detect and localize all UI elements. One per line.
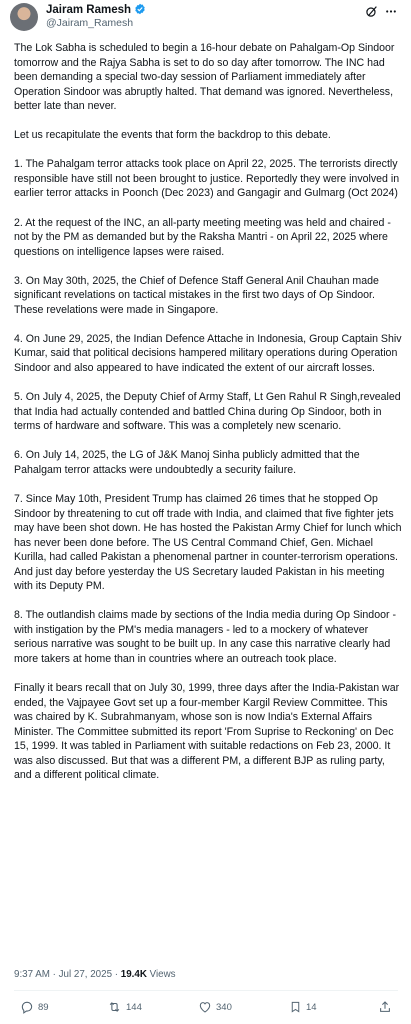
grok-icon[interactable] bbox=[365, 5, 378, 18]
reply-button[interactable] bbox=[20, 1000, 49, 1014]
share-button[interactable] bbox=[378, 1000, 396, 1014]
repost-button[interactable] bbox=[107, 1000, 142, 1014]
post-paragraph: 3. On May 30th, 2025, the Chief of Defence Staff General Anil Chauhan made significant revelations on tactical mistakes in the first two days of Op Sindoor. These revelations were made in Singapore. bbox=[14, 274, 379, 316]
post-paragraph: 5. On July 4, 2025, the Deputy Chief of Army Staff, Lt Gen Rahul R Singh,revealed that India had actually contended and battled China during Op Sindoor, both in terms of hardware and software. This was a completely new scenario. bbox=[14, 391, 401, 433]
action-bar bbox=[0, 1000, 411, 1020]
post-paragraph: Finally it bears recall that on July 30, 1999, three days after the India-Pakistan war ended, the Vajpayee Govt set up a four-member Kargil Review Committee. This was chaired by K. Subrahmanyam, whose son is now India's External Affairs Minister. The Committee submitted its report 'From Suprise to Reckoning' on Dec 15, 1999. It was tabled in Parliament with suitable redactions on Feb 23, 2000. It was also discussed. But that was a different PM, a different BJP as ruling party, and a different political climate. bbox=[14, 682, 400, 782]
reply-icon bbox=[20, 1000, 34, 1014]
post-paragraph: 7. Since May 10th, President Trump has claimed 26 times that he stopped Op Sindoor by threatening to cut off trade with India, and claimed that five fighter jets may have been shot down. He has hosted the Pakistan Army Chief for lunch which has never been done before. The US Central Command Chief, Gen. Michael Kurilla, had called Pakistan a phenomenal partner in counter-terrorism operations. And just day before yesterday the US Secretary lauded Pakistan in his meeting with its Deputy PM. bbox=[14, 492, 402, 593]
post-paragraph: 8. The outlandish claims made by sections of the India media during Op Sindoor - with instigation by the PM's media managers - led to a mockery of whatever serious narrative was sought to be built up. In any case this narrative clearly had more takers at home than in countries where an outreach took place. bbox=[14, 609, 396, 665]
post-paragraph: 4. On June 29, 2025, the Indian Defence Attache in Indonesia, Group Captain Shiv Kumar, said that political decisions hampered military operations during Operation Sindoor and also appeared to have indicated the extent of our aircraft losses. bbox=[14, 332, 402, 375]
post-paragraph: Let us recapitulate the events that form the backdrop to this debate. bbox=[14, 129, 331, 142]
like-button[interactable] bbox=[198, 1000, 232, 1014]
author-handle[interactable]: @Jairam_Ramesh bbox=[46, 17, 134, 29]
views-count: 19.4K bbox=[120, 969, 147, 980]
repost-count: 144 bbox=[126, 1001, 142, 1013]
share-icon bbox=[378, 1000, 392, 1014]
bookmark-icon bbox=[289, 1000, 302, 1014]
post-paragraph: 2. At the request of the INC, an all-party meeting meeting was held and chaired - not by the PM as demanded but by the Raksha Mantri - on April 22, 2025 where questions on intelligence lapses were raised. bbox=[14, 216, 391, 258]
avatar[interactable] bbox=[10, 3, 38, 31]
like-count: 340 bbox=[216, 1001, 232, 1013]
post-paragraph: 6. On July 14, 2025, the LG of J&K Manoj Sinha publicly admitted that the Pahalgam terror attacks were undoubtedly a security failure. bbox=[14, 449, 360, 476]
reply-count: 89 bbox=[38, 1001, 49, 1013]
post-text bbox=[14, 41, 402, 797]
views-label: Views bbox=[146, 969, 176, 980]
divider bbox=[14, 990, 398, 991]
post-header bbox=[0, 0, 411, 36]
author-name-line[interactable] bbox=[46, 3, 146, 16]
repost-icon bbox=[107, 1000, 122, 1014]
like-icon bbox=[198, 1000, 212, 1014]
post-paragraph: The Lok Sabha is scheduled to begin a 16-hour debate on Pahalgam-Op Sindoor tomorrow and the Rajya Sabha is set to do so day after tomorrow. The INC had been demanding a special two-day session of Parliament immediately after Operation Sindoor was abruptly halted. That demand was ignored. Nevertheless, better late than never. bbox=[14, 42, 395, 113]
post-meta bbox=[14, 969, 176, 980]
post-timestamp[interactable]: 9:37 AM · Jul 27, 2025 · bbox=[14, 969, 121, 980]
post-paragraph: 1. The Pahalgam terror attacks took place on April 22, 2025. The terrorists directly responsible have still not been brought to justice. Reportedly they were involved in earlier terror attacks in Poonch (Dec 2023) and Gangagir and Gulmarg (Oct 2024) bbox=[14, 158, 400, 200]
verified-badge-icon bbox=[134, 3, 146, 15]
bookmark-count: 14 bbox=[306, 1001, 317, 1013]
bookmark-button[interactable] bbox=[289, 1000, 317, 1014]
more-options-icon[interactable] bbox=[384, 5, 398, 18]
author-name[interactable]: Jairam Ramesh bbox=[46, 4, 132, 16]
